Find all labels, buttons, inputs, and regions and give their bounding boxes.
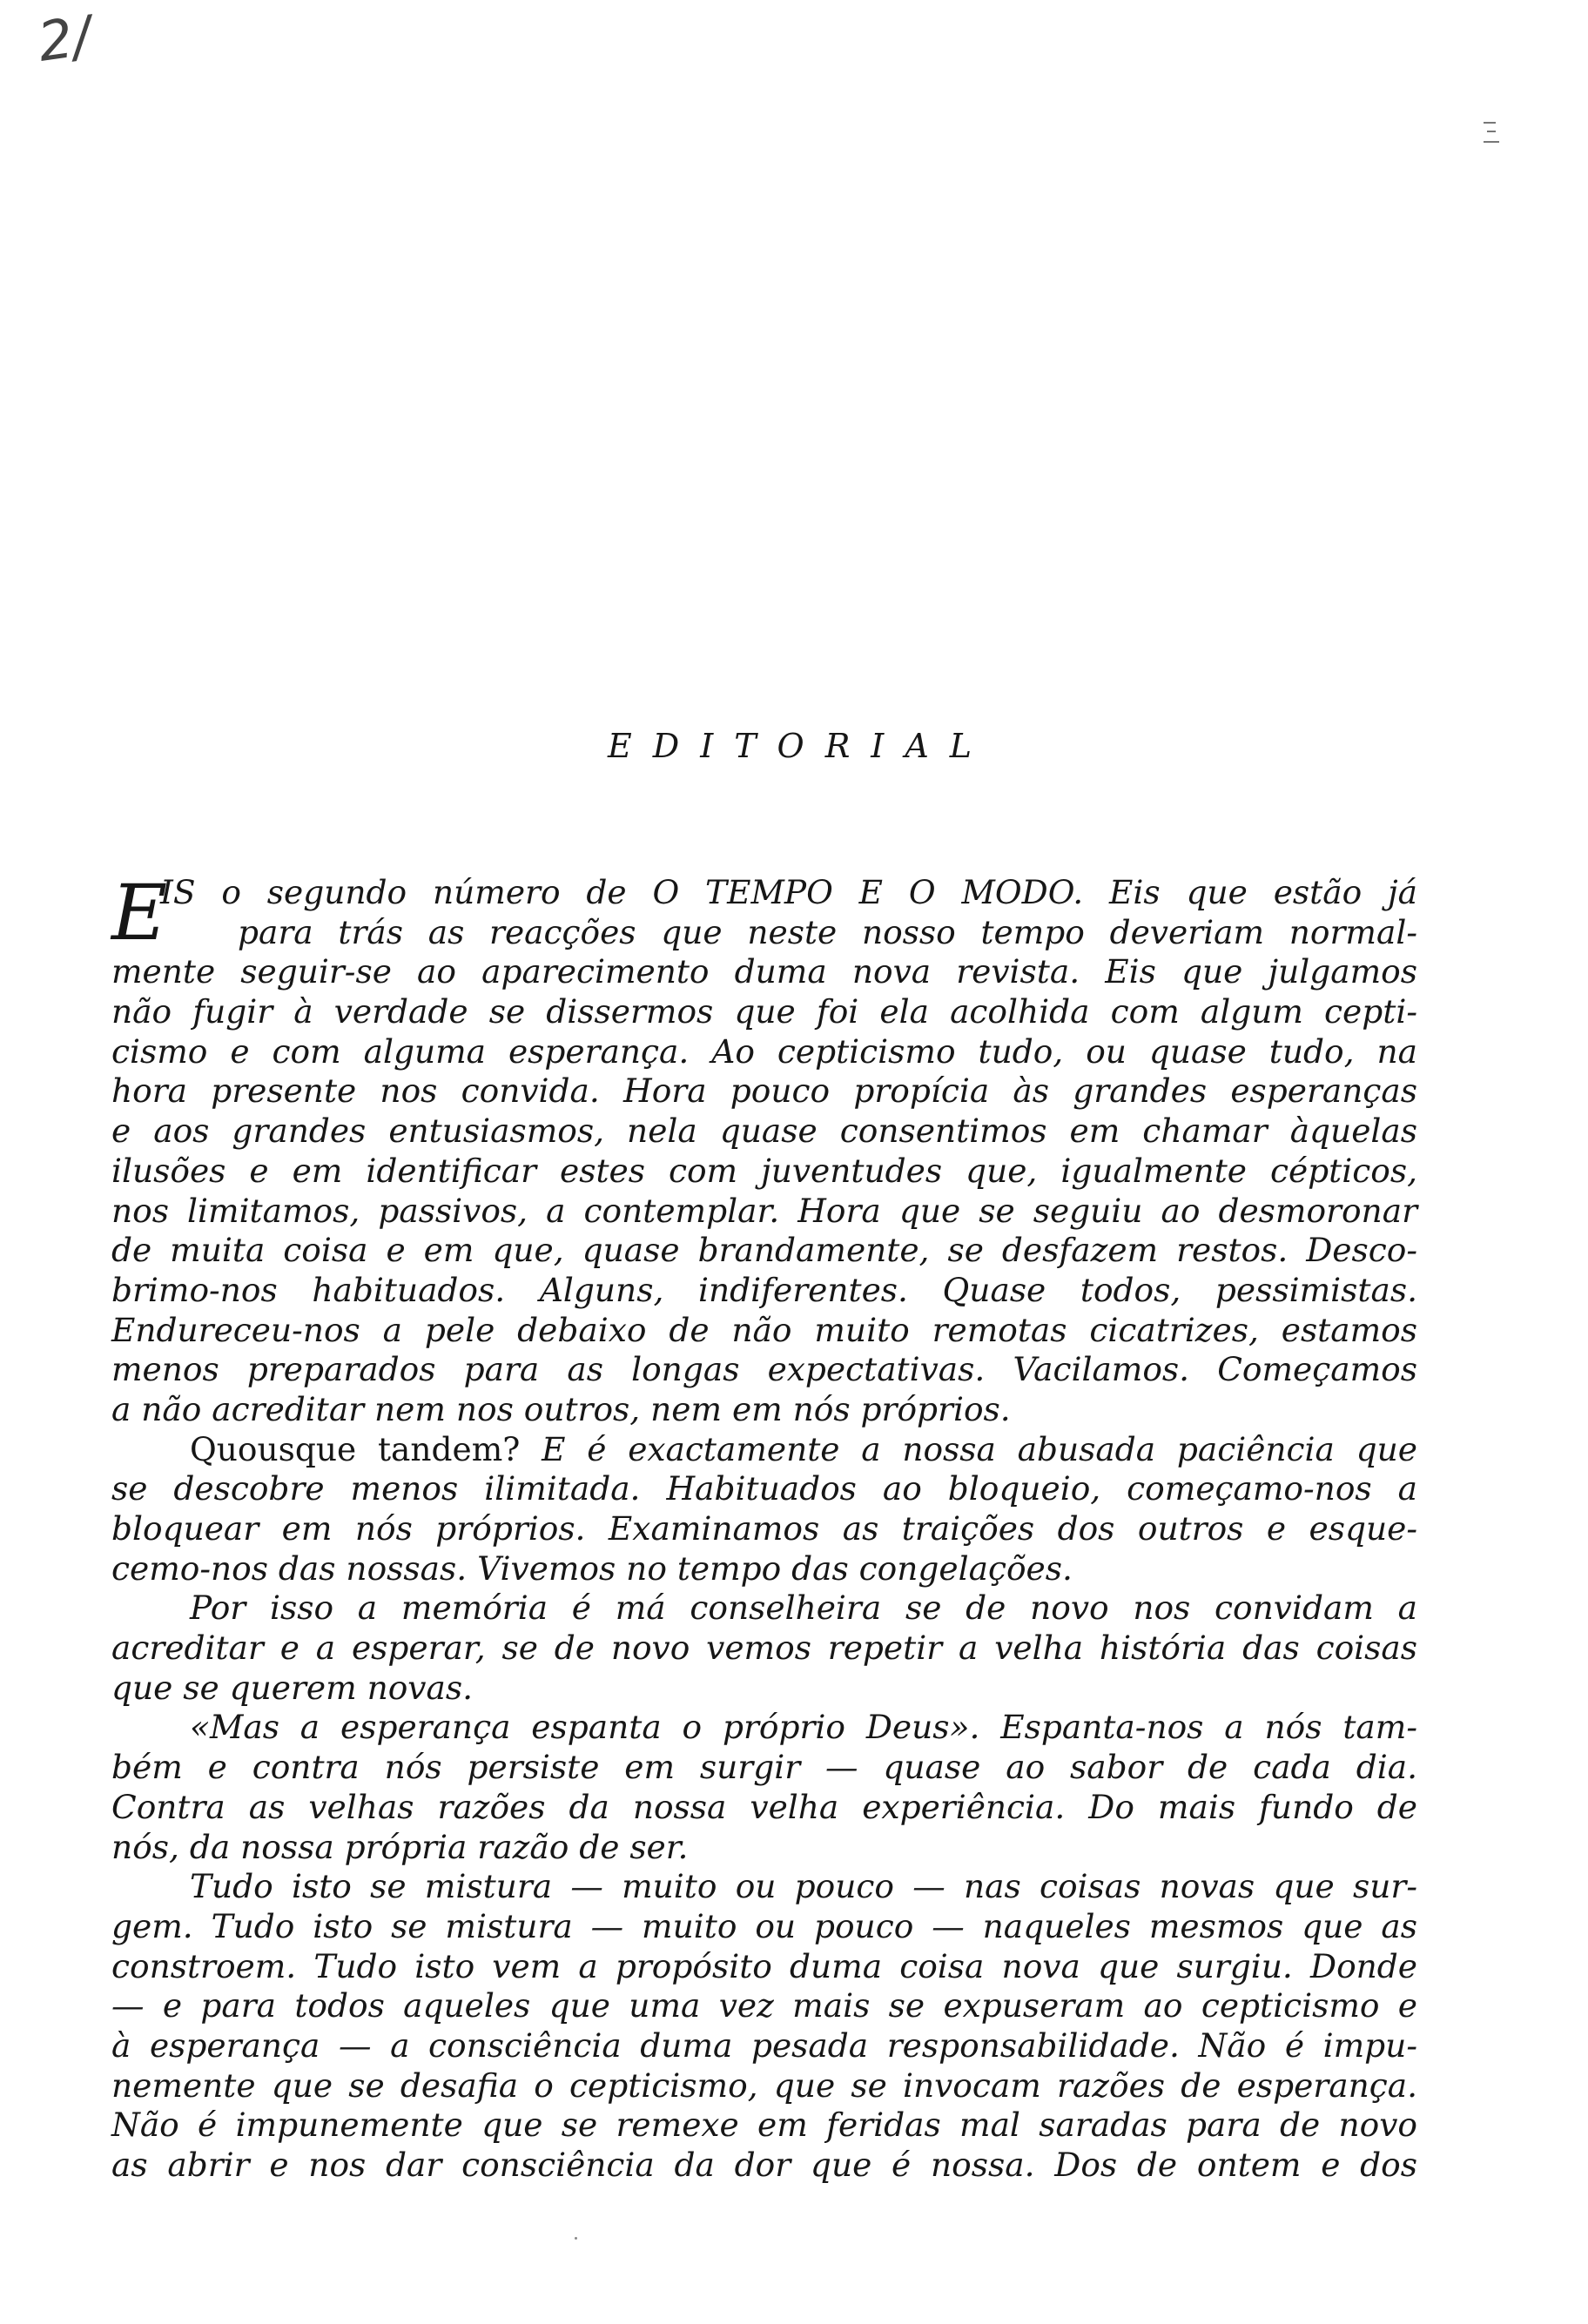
text-line: Contra as velhas razões da nossa velha experiência. Do mais fundo de — [111, 1787, 1417, 1826]
text-line: ilusões e em identificar estes com juventudes que, igualmente cépticos, — [111, 1151, 1417, 1190]
editorial-title: EDITORIAL — [607, 727, 992, 765]
text-line: se descobre menos ilimitada. Habituados ao bloqueio, começamo-nos a — [111, 1469, 1417, 1508]
text-line: Tudo isto se mistura — muito ou pouco — nas coisas novas que sur- — [190, 1867, 1417, 1906]
text-line — [111, 1430, 1417, 1470]
text-line: mente seguir-se ao aparecimento duma nova revista. Eis que julgamos — [111, 952, 1417, 991]
drop-cap: E — [111, 868, 168, 957]
paragraph-5 — [111, 1867, 1417, 2186]
text-line: constroem. Tudo isto vem a propósito duma coisa nova que surgiu. Donde — [111, 1946, 1417, 1985]
text-line: não fugir à verdade se dissermos que foi ela acolhida com algum cepti- — [111, 992, 1417, 1031]
paragraph-3 — [111, 1589, 1417, 1708]
latin-phrase: Quousque tandem? — [190, 1429, 521, 1468]
paragraph-1 — [111, 868, 1417, 1430]
text-line: a não acreditar nem nos outros, nem em nós próprios. — [111, 1389, 1011, 1428]
text-line: — e para todos aqueles que uma vez mais se expuseram ao cepticismo e — [111, 1986, 1417, 2025]
text-line: nos limitamos, passivos, a contemplar. Hora que se seguiu ao desmoronar — [111, 1191, 1417, 1230]
text-line: gem. Tudo isto se mistura — muito ou pouco — naqueles mesmos que as — [111, 1906, 1417, 1945]
text-line: Por isso a memória é má conselheira se de novo nos convidam a — [190, 1589, 1417, 1628]
text-line: bloquear em nós próprios. Examinamos as traições dos outros e esque- — [111, 1509, 1417, 1548]
scan-speck — [575, 2237, 577, 2240]
text-line: e aos grandes entusiasmos, nela quase consentimos em chamar àquelas — [111, 1112, 1417, 1151]
text-line: Não é impunemente que se remexe em feridas mal saradas para de novo — [111, 2106, 1417, 2145]
paragraph-2 — [111, 1430, 1417, 1589]
text-line: nós, da nossa própria razão de ser. — [111, 1827, 689, 1866]
text-line: «Mas a esperança espanta o próprio Deus». Espanta-nos a nós tam- — [190, 1708, 1417, 1747]
text-line: que se querem novas. — [111, 1668, 474, 1707]
text-line: cemo-nos das nossas. Vivemos no tempo das congelações. — [111, 1548, 1073, 1588]
text-line: brimo-nos habituados. Alguns, indiferentes. Quase todos, pessimistas. — [111, 1270, 1417, 1309]
text-line: para trás as reacções que neste nosso tempo deveriam normal- — [238, 912, 1417, 951]
handwritten-page-number: 2/ — [34, 3, 96, 74]
text-line: Endureceu-nos a pele debaixo de não muito remotas cicatrizes, estamos — [111, 1310, 1417, 1349]
text-line: acreditar e a esperar, se de novo vemos repetir a velha história das coisas — [111, 1629, 1417, 1668]
text-line-rest: E é exactamente a nossa abusada paciência que — [520, 1429, 1417, 1468]
paragraph-4 — [111, 1708, 1417, 1867]
text-line: à esperança — a consciência duma pesada responsabilidade. Não é impu- — [111, 2025, 1417, 2065]
text-line: menos preparados para as longas expectativas. Vacilamos. Começamos — [111, 1350, 1417, 1389]
editorial-body — [111, 868, 1417, 2186]
scan-marks — [1484, 122, 1501, 157]
text-line: nemente que se desafia o cepticismo, que se invocam razões de esperança. — [111, 2065, 1417, 2105]
text-line: IS o segundo número de O TEMPO E O MODO. Eis que estão já — [160, 873, 1417, 911]
text-line: bém e contra nós persiste em surgir — quase ao sabor de cada dia. — [111, 1748, 1417, 1787]
text-line: de muita coisa e em que, quase brandamente, se desfazem restos. Desco- — [111, 1231, 1417, 1270]
text-line: as abrir e nos dar consciência da dor que é nossa. Dos de ontem e dos — [111, 2146, 1417, 2184]
text-line: cismo e com alguma esperança. Ao cepticismo tudo, ou quase tudo, na — [111, 1031, 1417, 1071]
text-line: hora presente nos convida. Hora pouco propícia às grandes esperanças — [111, 1071, 1417, 1111]
